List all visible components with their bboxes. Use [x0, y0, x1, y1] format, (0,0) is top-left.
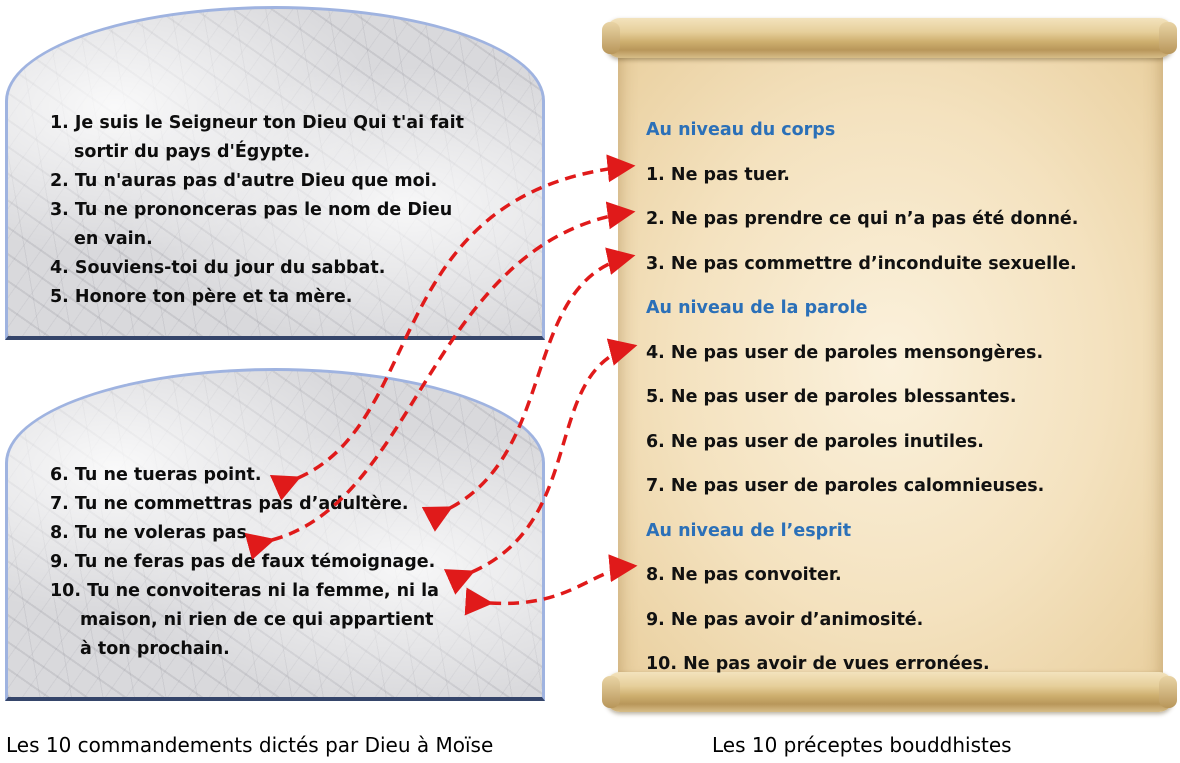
precept-item: 1. Ne pas tuer. — [646, 164, 790, 185]
commandment-line: à ton prochain. — [80, 639, 230, 659]
precept-item: 9. Ne pas avoir d’animosité. — [646, 609, 924, 630]
commandment-line: maison, ni rien de ce qui appartient — [80, 610, 434, 630]
precept-heading: Au niveau de la parole — [646, 298, 868, 318]
precept-item: 6. Ne pas user de paroles inutiles. — [646, 431, 984, 452]
precept-item: 5. Ne pas user de paroles blessantes. — [646, 387, 1017, 407]
precept-item: 8. Ne pas convoiter. — [646, 565, 842, 585]
commandment-line: en vain. — [74, 229, 153, 249]
commandment-line: 8. Tu ne voleras pas. — [50, 523, 254, 543]
arrow-10-to-8 — [490, 566, 634, 603]
arrow-7-to-3 — [450, 256, 632, 508]
arrow-9-to-4 — [472, 346, 634, 572]
commandment-line: 1. Je suis le Seigneur ton Dieu Qui t'ai fait — [50, 113, 464, 133]
caption-commandments: Les 10 commandements dictés par Dieu à Moïse — [6, 733, 494, 757]
precept-item: 10. Ne pas avoir de vues erronées. — [646, 654, 990, 674]
precept-item: 7. Ne pas user de paroles calomnieuses. — [646, 476, 1045, 496]
commandment-line: 4. Souviens-toi du jour du sabbat. — [50, 258, 386, 278]
commandment-line: 10. Tu ne convoiteras ni la femme, ni la — [50, 581, 439, 601]
commandment-line: sortir du pays d'Égypte. — [74, 142, 311, 162]
commandment-line: 2. Tu n'auras pas d'autre Dieu que moi. — [50, 171, 438, 191]
arrow-8-to-2 — [272, 212, 632, 540]
commandment-line: 9. Tu ne feras pas de faux témoignage. — [50, 552, 436, 572]
precept-item: 4. Ne pas user de paroles mensongères. — [646, 342, 1044, 363]
commandment-line: 5. Honore ton père et ta mère. — [50, 287, 353, 307]
commandment-line: 3. Tu ne prononceras pas le nom de Dieu — [50, 200, 453, 220]
precept-heading: Au niveau du corps — [646, 120, 836, 140]
caption-precepts: Les 10 préceptes bouddhistes — [712, 733, 1012, 757]
precept-item: 3. Ne pas commettre d’inconduite sexuelle. — [646, 253, 1077, 274]
precept-item: 2. Ne pas prendre ce qui n’a pas été donné. — [646, 209, 1079, 229]
precept-heading: Au niveau de l’esprit — [646, 520, 852, 541]
commandment-line: 7. Tu ne commettras pas d’adultère. — [50, 494, 409, 514]
commandment-line: 6. Tu ne tueras point. — [50, 465, 262, 485]
